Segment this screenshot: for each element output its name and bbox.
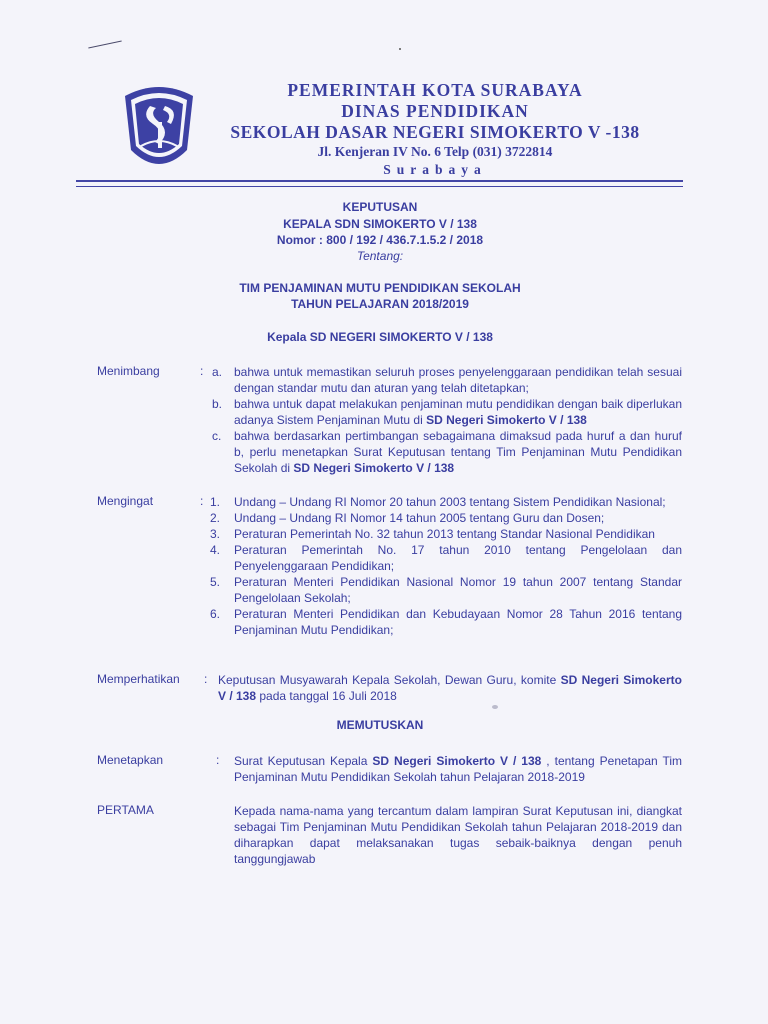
school-name: SD Negeri Simokerto V / 138: [218, 673, 682, 703]
section-label-menetapkan: Menetapkan: [97, 753, 164, 767]
pertama-text: Kepada nama-nama yang tercantum dalam lampiran Surat Keputusan ini, diangkat sebagai Tim Penjaminan Mutu Pendidikan Sekolah tahun Pelajaran 2018-2019 dan diharapkan dapat melaksanakan tugas sebaik-baiknya dengan penuh tanggungjawab: [234, 804, 682, 866]
colon: :: [200, 494, 204, 508]
memutuskan-heading: MEMUTUSKAN: [336, 718, 424, 732]
decree-issuer: Kepala SD NEGERI SIMOKERTO V / 138: [267, 330, 493, 344]
item-marker: 2.: [210, 511, 221, 525]
menetapkan-text: [234, 753, 682, 785]
school-name: SD Negeri Simokerto V / 138: [372, 754, 542, 768]
menimbang-item: bahwa untuk memastikan seluruh proses penyelenggaraan pendidikan telah sesuai dengan standar mutu dan aturan yang telah ditetapkan;: [234, 365, 682, 395]
mengingat-item: Peraturan Pemerintah No. 17 tahun 2010 tentang Pengelolaan dan Penyelenggaraan Pendidikan;: [234, 543, 682, 573]
section-label-menimbang: Menimbang: [97, 364, 160, 378]
item-text: Keputusan Musyawarah Kepala Sekolah, Dewan Guru, komite: [218, 673, 561, 687]
mengingat-item: Peraturan Pemerintah No. 32 tahun 2013 tentang Standar Nasional Pendidikan: [234, 527, 655, 541]
ink-speck: [399, 48, 401, 50]
letterhead-city: Surabaya: [383, 162, 487, 177]
section-label-pertama: PERTAMA: [97, 803, 154, 817]
mengingat-item: Undang – Undang RI Nomor 20 tahun 2003 tentang Sistem Pendidikan Nasional;: [234, 495, 666, 509]
item-text: , tentang Penetapan Tim Penjaminan Mutu Pendidikan Sekolah tahun Pelajaran 2018-2019: [234, 754, 682, 784]
item-marker: a.: [212, 365, 223, 379]
letterhead-government: PEMERINTAH KOTA SURABAYA: [287, 80, 583, 100]
item-text: bahwa berdasarkan pertimbangan sebagaimana dimaksud pada huruf a dan huruf b, perlu menetapkan Surat Keputusan tentang Tim Penjaminan Mutu Pendidikan Sekolah di: [234, 429, 682, 475]
mengingat-item: Peraturan Menteri Pendidikan dan Kebudayaan Nomor 28 Tahun 2016 tentang Penjaminan Mutu Pendidikan;: [234, 607, 682, 637]
colon: :: [200, 364, 204, 378]
mengingat-item: Peraturan Menteri Pendidikan Nasional Nomor 19 tahun 2007 tentang Standar Pengelolaan Sekolah;: [234, 575, 682, 605]
pen-mark: [88, 40, 121, 48]
menimbang-item: [234, 396, 682, 428]
item-marker: 4.: [210, 543, 221, 557]
letterhead-school: SEKOLAH DASAR NEGERI SIMOKERTO V -138: [230, 122, 640, 142]
school-name: SD Negeri Simokerto V / 138: [426, 413, 587, 427]
item-marker: 1.: [210, 495, 221, 509]
decree-subject-year: TAHUN PELAJARAN 2018/2019: [291, 297, 469, 311]
letterhead-department: DINAS PENDIDIKAN: [341, 101, 529, 121]
decree-tentang: Tentang:: [356, 249, 404, 263]
item-text: pada tanggal 16 Juli 2018: [256, 689, 397, 703]
item-marker: 3.: [210, 527, 221, 541]
item-marker: 6.: [210, 607, 221, 621]
decree-number: Nomor : 800 / 192 / 436.7.1.5.2 / 2018: [276, 233, 484, 247]
item-marker: b.: [212, 397, 223, 411]
letterhead-rule: [76, 186, 683, 187]
item-text: Surat Keputusan Kepala: [234, 754, 373, 768]
item-text: bahwa untuk dapat melakukan penjaminan mutu pendidikan dengan baik diperlukan adanya Sistem Penjaminan Mutu di: [234, 397, 682, 427]
item-marker: 5.: [210, 575, 221, 589]
section-label-memperhatikan: Memperhatikan: [97, 672, 180, 686]
item-marker: c.: [212, 429, 222, 443]
memperhatikan-text: [218, 672, 682, 704]
mengingat-item: Undang – Undang RI Nomor 14 tahun 2005 tentang Guru dan Dosen;: [234, 511, 605, 525]
letterhead-rule: [76, 180, 683, 182]
city-seal-logo: [121, 80, 197, 172]
colon: :: [204, 672, 208, 686]
menimbang-item: [234, 428, 682, 476]
colon: :: [216, 753, 220, 767]
letterhead-address: Jl. Kenjeran IV No. 6 Telp (031) 3722814: [317, 144, 553, 159]
decree-issuer-title: KEPALA SDN SIMOKERTO V / 138: [283, 217, 477, 231]
decree-subject: TIM PENJAMINAN MUTU PENDIDIKAN SEKOLAH: [239, 281, 521, 295]
decree-title: KEPUTUSAN: [342, 200, 418, 214]
section-label-mengingat: Mengingat: [97, 494, 154, 508]
ink-speck: [492, 705, 498, 709]
school-name: SD Negeri Simokerto V / 138: [293, 461, 455, 475]
